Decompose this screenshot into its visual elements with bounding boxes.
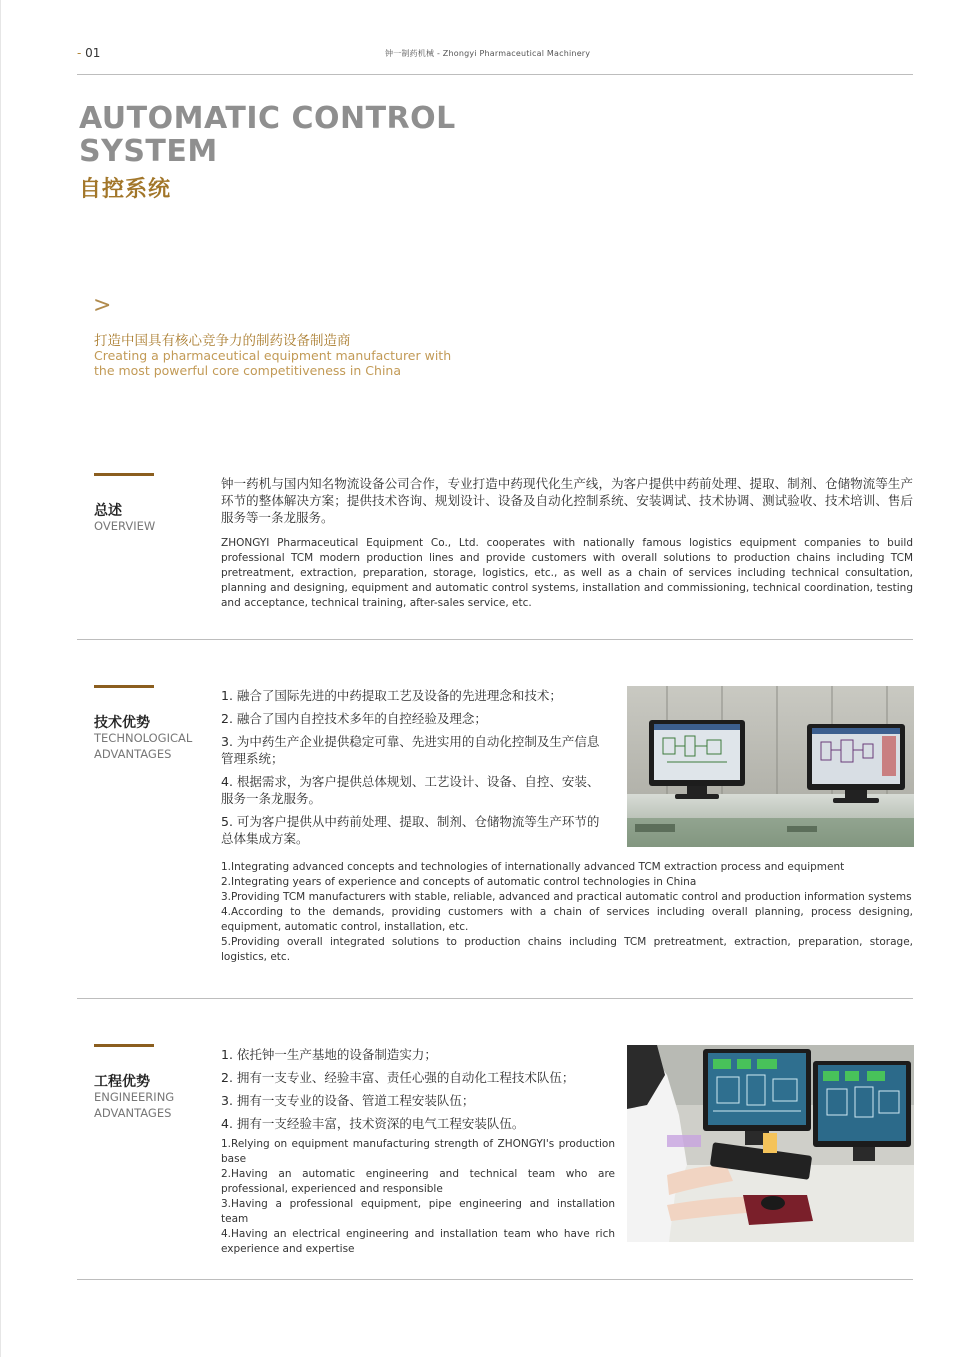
engineering-list-en	[221, 1137, 615, 1257]
tagline-en-line2: the most powerful core competitiveness in China	[94, 363, 401, 378]
page-title-cn: 自控系统	[79, 177, 172, 202]
list-item: 1. 依托钟一生产基地的设备制造实力；	[221, 1047, 437, 1062]
section-divider	[77, 639, 913, 640]
engineering-heading-en	[94, 1089, 204, 1121]
page-title-en-line2: SYSTEM	[79, 134, 218, 169]
header-divider	[77, 74, 913, 75]
engineering-heading-en-line1: ENGINEERING	[94, 1090, 175, 1104]
engineering-heading-cn: 工程优势	[94, 1074, 150, 1090]
list-item: 2.Integrating years of experience and concepts of automatic control technologies in China	[221, 876, 697, 888]
section-divider	[77, 998, 913, 999]
list-item: 4. 拥有一支经验丰富，技术资深的电气工程安装队伍。	[221, 1116, 525, 1131]
list-item: 1.Integrating advanced concepts and technologies of internationally advanced TCM extraction process and equipment	[221, 861, 845, 873]
overview-accent-bar	[94, 473, 154, 476]
list-item: 3.Providing TCM manufacturers with stable, reliable, advanced and practical automatic control and production information systems	[221, 891, 912, 903]
overview-heading-en: OVERVIEW	[94, 519, 156, 533]
tech-list-en	[221, 860, 913, 965]
control-room-photo	[627, 686, 914, 847]
overview-heading-cn: 总述	[94, 503, 122, 519]
list-item: 2. 拥有一支专业、经验丰富、责任心强的自动化工程技术队伍；	[221, 1070, 575, 1085]
page-number-value: 01	[85, 46, 101, 60]
overview-text-cn: 钟一药机与国内知名物流设备公司合作，专业打造中药现代化生产线，为客户提供中药前处理、提取、制剂、仓储物流等生产环节的整体解决方案；提供技术咨询、规划设计、设备及自动化控制系统、安装调试、技术协调、测试验收、技术培训、售后服务等一条龙服务。	[221, 476, 913, 525]
list-item: 5. 可为客户提供从中药前处理、提取、制剂、仓储物流等生产环节的总体集成方案。	[221, 814, 600, 846]
tagline-en-line1: Creating a pharmaceutical equipment manufacturer with	[94, 348, 452, 363]
tagline-en	[94, 348, 454, 378]
chevron-right-icon: >	[93, 293, 112, 318]
tech-heading-en	[94, 730, 204, 762]
list-item: 1. 融合了国际先进的中药提取工艺及设备的先进理念和技术；	[221, 688, 562, 703]
engineering-heading-en-line2: ADVANTAGES	[94, 1106, 172, 1120]
tagline-cn: 打造中国具有核心竞争力的制药设备制造商	[94, 333, 351, 349]
list-item: 2.Having an automatic engineering and technical team who are professional, experienced and responsible	[221, 1168, 615, 1195]
page-number	[77, 46, 100, 60]
tech-heading-en-line1: TECHNOLOGICAL	[94, 731, 193, 745]
tech-accent-bar	[94, 685, 154, 688]
list-item: 4.According to the demands, providing customers with a chain of services including overall planning, process designing, equipment, automatic control, installation, etc.	[221, 906, 913, 933]
list-item: 4.Having an electrical engineering and installation team who have rich experience and expertise	[221, 1228, 615, 1255]
list-item: 3. 为中药生产企业提供稳定可靠、先进实用的自动化控制及生产信息管理系统；	[221, 734, 600, 766]
list-item: 4. 根据需求，为客户提供总体规划、工艺设计、设备、自控、安装、服务一条龙服务。	[221, 774, 600, 806]
list-item: 3.Having a professional equipment, pipe engineering and installation team	[221, 1198, 615, 1225]
engineer-workstation-photo	[627, 1045, 914, 1242]
running-head: 钟一制药机械 - Zhongyi Pharmaceutical Machinery	[385, 49, 591, 58]
list-item: 5.Providing overall integrated solutions to production chains including TCM pretreatment, extraction, preparation, storage, logistics, etc.	[221, 936, 913, 963]
engineering-accent-bar	[94, 1044, 154, 1047]
engineering-list-cn	[221, 1046, 616, 1138]
page-title-en	[79, 102, 456, 168]
page-title-en-line1: AUTOMATIC CONTROL	[79, 101, 456, 136]
tech-heading-en-line2: ADVANTAGES	[94, 747, 172, 761]
tech-heading-cn: 技术优势	[94, 715, 150, 731]
page-number-dash: -	[77, 46, 82, 60]
list-item: 3. 拥有一支专业的设备、管道工程安装队伍；	[221, 1093, 475, 1108]
list-item: 2. 融合了国内自控技术多年的自控经验及理念；	[221, 711, 487, 726]
tech-list-cn	[221, 687, 609, 853]
footer-divider	[77, 1279, 913, 1280]
list-item: 1.Relying on equipment manufacturing strength of ZHONGYI's production base	[221, 1138, 615, 1165]
overview-text-en: ZHONGYI Pharmaceutical Equipment Co., Ltd. cooperates with nationally famous logistics equipment companies to build professional TCM modern production lines and provide customers with overall solutions to production chains including TCM pretreatment, extraction, preparation, storage, logistics, etc., as well as a chain of services including technical consultation, planning and designing, equipment and automatic control systems, installation and commissioning, technical coordination, testing and acceptance, technical training, after-sales service, etc.	[221, 537, 913, 609]
